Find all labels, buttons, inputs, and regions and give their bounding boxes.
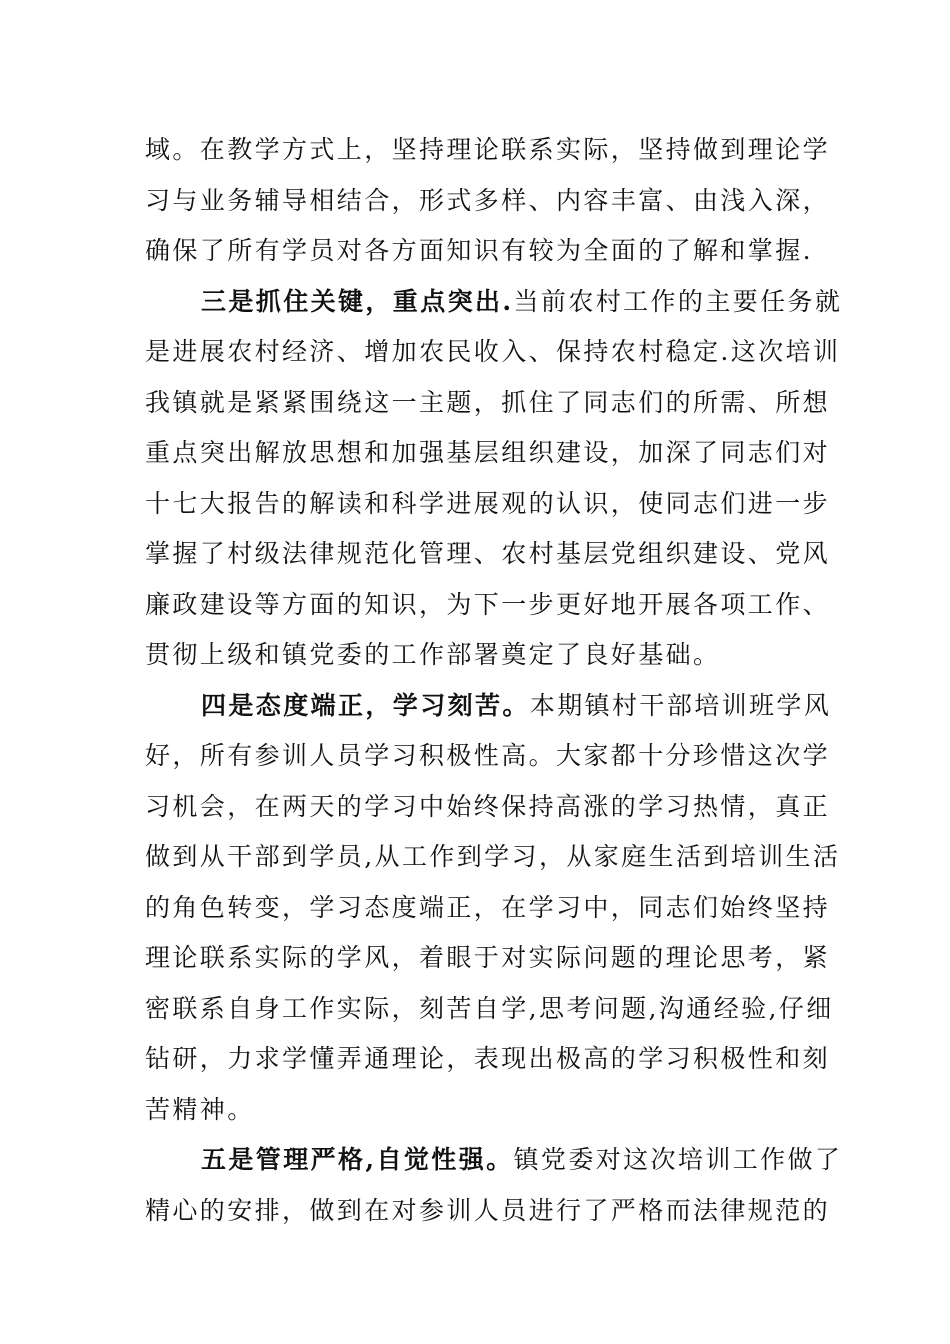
text-line: 确保了所有学员对各方面知识有较为全面的了解和掌握. bbox=[145, 236, 813, 265]
text-line: 廉政建设等方面的知识，为下一步更好地开展各项工作、 bbox=[145, 589, 831, 619]
text-line: 理论联系实际的学风，着眼于对实际问题的理论思考，紧 bbox=[145, 943, 831, 972]
text-line bbox=[145, 681, 832, 732]
text-line: 习与业务辅导相结合，形式多样、内容丰富、由浅入深， bbox=[145, 185, 831, 215]
text-line: 掌握了村级法律规范化管理、农村基层党组织建设、党风 bbox=[145, 539, 831, 568]
paragraph bbox=[145, 1135, 843, 1236]
paragraph bbox=[145, 277, 843, 681]
text-run: 本期镇村干部培训班学风 bbox=[529, 690, 832, 720]
text-line: 十七大报告的解读和科学进展观的认识，使同志们进一步 bbox=[145, 488, 831, 518]
text-line: 苦精神。 bbox=[145, 1094, 255, 1124]
text-line: 重点突出解放思想和加强基层组织建设，加深了同志们对 bbox=[145, 438, 831, 467]
text-line: 习机会，在两天的学习中始终保持高涨的学习热情，真正 bbox=[145, 791, 831, 821]
text-line: 精心的安排，做到在对参训人员进行了严格而法律规范的 bbox=[145, 1195, 831, 1225]
paragraph bbox=[145, 125, 831, 277]
text-line: 的角色转变，学习态度端正，在学习中，同志们始终坚持 bbox=[145, 892, 831, 922]
paragraph-lead: 四是态度端正，学习刻苦。 bbox=[201, 690, 530, 720]
text-line bbox=[145, 277, 843, 328]
text-line: 域。在教学方式上，坚持理论联系实际，坚持做到理论学 bbox=[145, 135, 831, 164]
text-line: 贯彻上级和镇党委的工作部署奠定了良好基础。 bbox=[145, 640, 721, 669]
text-line: 是进展农村经济、增加农民收入、保持农村稳定.这次培训 bbox=[145, 337, 841, 366]
text-line: 钻研，力求学懂弄通理论，表现出极高的学习积极性和刻 bbox=[145, 1044, 831, 1073]
text-line bbox=[145, 1135, 843, 1186]
paragraph-lead: 三是抓住关键，重点突出. bbox=[201, 286, 514, 316]
text-line: 密联系自身工作实际，刻苦自学,思考问题,沟通经验,仔细 bbox=[145, 993, 834, 1023]
text-line: 做到从干部到学员,从工作到学习，从家庭生活到培训生活 bbox=[145, 842, 841, 871]
text-line: 好，所有参训人员学习积极性高。大家都十分珍惜这次学 bbox=[145, 741, 831, 770]
paragraph bbox=[145, 681, 841, 1136]
document-body bbox=[145, 125, 843, 1236]
paragraph-lead: 五是管理严格,自觉性强。 bbox=[201, 1145, 514, 1174]
text-run: 镇党委对这次培训工作做了 bbox=[513, 1145, 843, 1174]
text-line: 我镇就是紧紧围绕这一主题，抓住了同志们的所需、所想 bbox=[145, 387, 831, 417]
text-run: 当前农村工作的主要任务就 bbox=[513, 286, 843, 316]
